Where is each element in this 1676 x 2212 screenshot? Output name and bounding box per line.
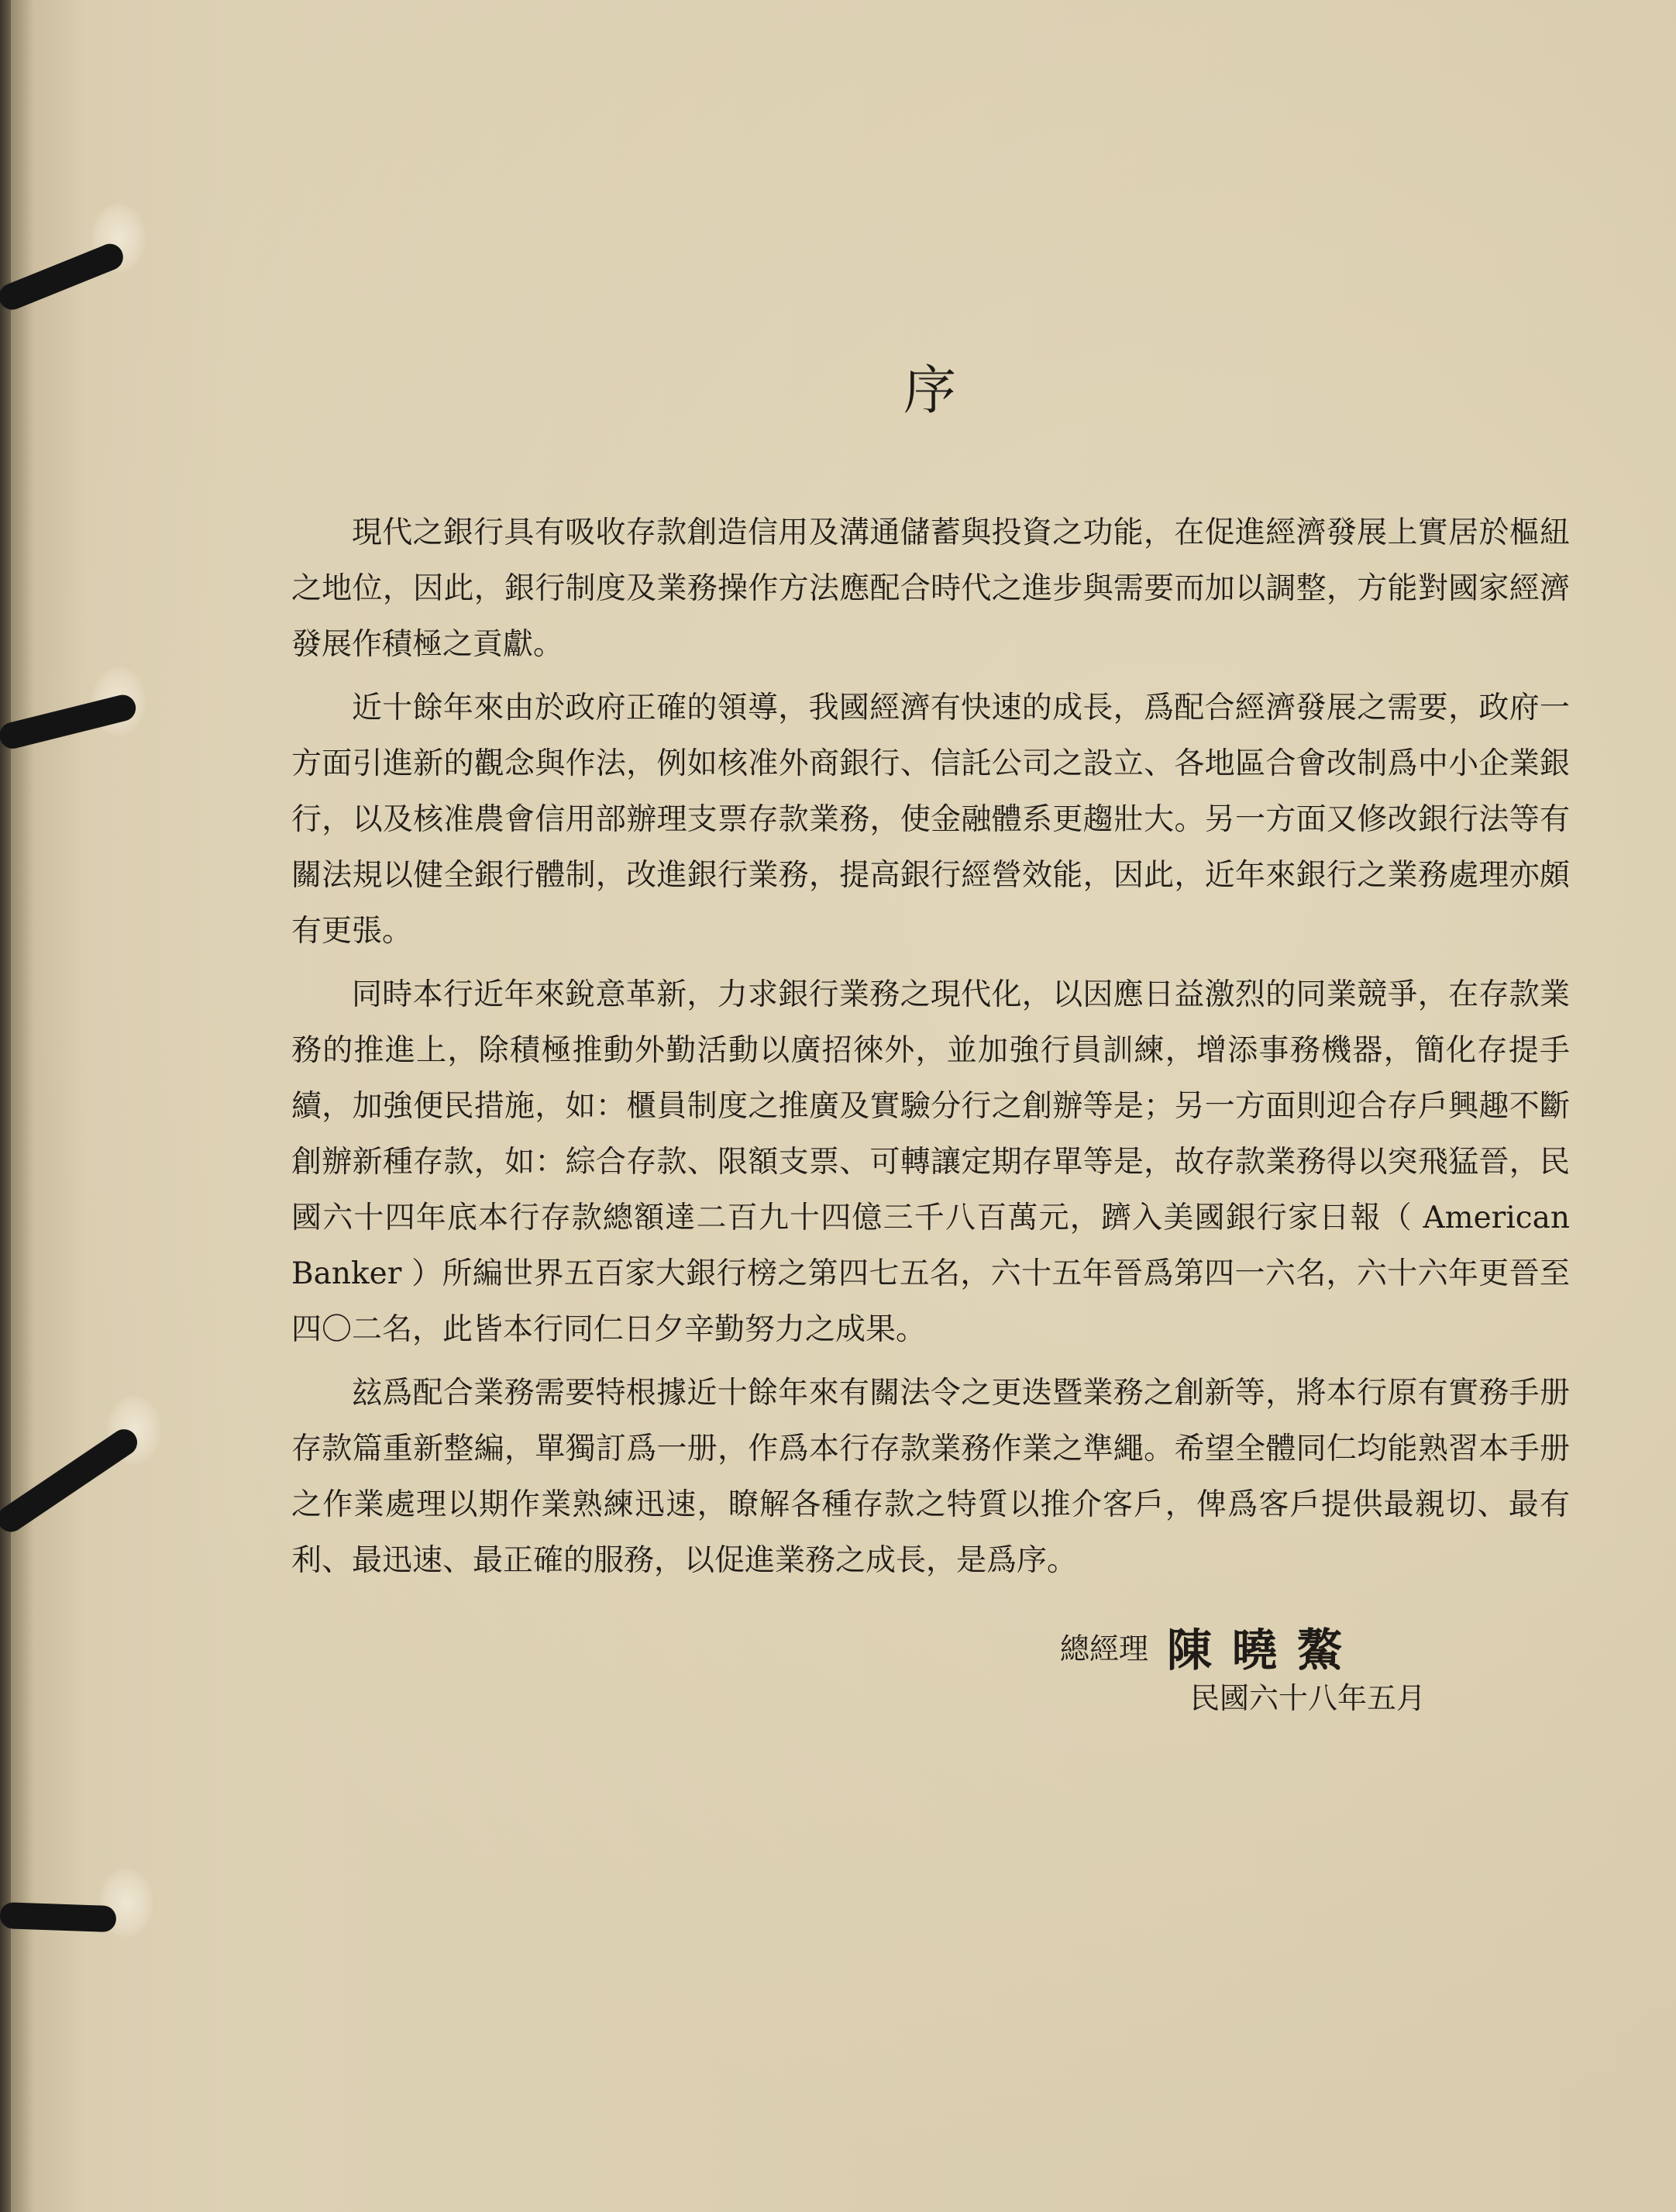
signature-name: 陳曉鰲	[1167, 1624, 1363, 1676]
signature-title: 總經理	[1060, 1631, 1149, 1666]
paragraph-4: 玆爲配合業務需要特根據近十餘年來有關法令之更迭暨業務之創新等，將本行原有實務手册存款篇重新整編，單獨訂爲一册，作爲本行存款業務作業之準繩。希望全體同仁均能熟習本手册之作業處理以期作業熟練迅速，瞭解各種存款之特質以推介客戶，俾爲客戶提供最親切、最有利、最迅速、最正確的服務，以促進業務之成長，是爲序。	[291, 1376, 1570, 1578]
spine-shadow	[11, 0, 34, 2212]
paragraph-3: 同時本行近年來銳意革新，力求銀行業務之現代化，以因應日益激烈的同業競爭，在存款業務的推進上，除積極推動外勤活動以廣招徠外，並加強行員訓練，增添事務機器，簡化存提手續，加強便民措施，如：櫃員制度之推廣及實驗分行之創辦等是；另一方面則迎合存戶興趣不斷創辦新種存款，如：綜合存款、限額支票、可轉讓定期存單等是，故存款業務得以突飛猛晉，民國六十四年底本行存款總額達二百九十四億三千八百萬元，躋入美國銀行家日報（ American Banker ）所編世界五百家大銀行榜之第四七五名，六十五年晉爲第四一六名，六十六年更晉至四〇二名，此皆本行同仁日夕辛勤努力之成果。	[291, 977, 1570, 1347]
page-title: 序	[903, 360, 956, 422]
preface-body	[291, 505, 1570, 1597]
signature-line	[1060, 1614, 1362, 1679]
signature-date: 民國六十八年五月	[1190, 1681, 1426, 1715]
paragraph-1: 現代之銀行具有吸收存款創造信用及溝通儲蓄與投資之功能，在促進經濟發展上實居於樞紐之地位，因此，銀行制度及業務操作方法應配合時代之進步與需要而加以調整，方能對國家經濟發展作積極之貢獻。	[291, 515, 1570, 662]
binding-cord-4	[0, 1902, 117, 1932]
paragraph-2: 近十餘年來由於政府正確的領導，我國經濟有快速的成長，爲配合經濟發展之需要，政府一方面引進新的觀念與作法，例如核准外商銀行、信託公司之設立、各地區合會改制爲中小企業銀行，以及核准農會信用部辦理支票存款業務，使金融體系更趨壯大。另一方面又修改銀行法等有關法規以健全銀行體制，改進銀行業務，提高銀行經營效能，因此，近年來銀行之業務處理亦頗有更張。	[291, 691, 1570, 949]
book-spine	[0, 0, 11, 2212]
